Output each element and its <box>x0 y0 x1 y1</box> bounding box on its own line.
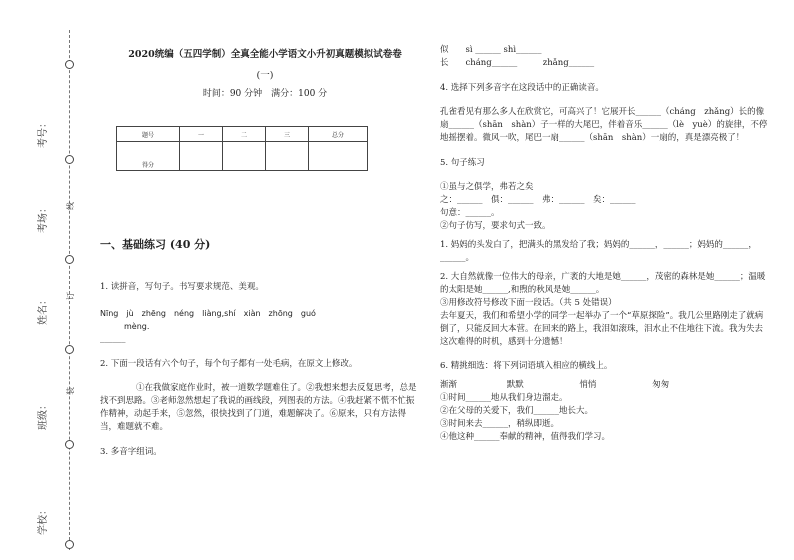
polyphone-chang: 长 cháng______ zhǎng______ <box>440 58 595 68</box>
word-option: 悄悄 <box>579 380 597 390</box>
question-6-line-1[interactable]: ①时间______地从我们身边溜走。 <box>440 393 568 403</box>
score-cell[interactable] <box>266 142 309 171</box>
question-1-pinyin: Nīng jù zhēng néng liàng,shí xiàn zhōng guó <box>100 309 316 318</box>
question-6-line-3[interactable]: ③时间来去______，稍纵即逝。 <box>440 419 560 429</box>
word-option: 匆匆 <box>652 380 670 390</box>
word-option: 渐渐 <box>440 380 458 390</box>
question-5-item-2: ②句子仿写，要求句式一致。 <box>440 221 551 231</box>
binding-hole <box>65 60 74 69</box>
question-6: 6. 精挑细选：将下列词语填入相应的横线上。 <box>440 361 613 371</box>
school-label: 学校： <box>38 505 49 535</box>
right-column-questions <box>440 44 770 444</box>
binding-hole <box>65 155 74 164</box>
exam-number-label: 考号： <box>38 118 49 148</box>
polyphone-si: 似 sì ______ shì______ <box>440 45 542 55</box>
question-4-passage: 孔雀看见有那么多人在欣赏它，可高兴了！它展开长______（cháng zhǎng）长的像扇______（shān shàn）子一样的大尾巴，伴着音乐______（lè yuè）的旋律，不停地摇摆着。微风一吹，尾巴一扇______（shān shàn）一扇的，真是漂亮极了！ <box>440 107 768 143</box>
question-5-item-1: ①虽与之俱学，弗若之矣 <box>440 182 534 192</box>
binding-hole <box>65 540 74 549</box>
binding-dashed-line <box>69 30 70 550</box>
score-table-header: 题号 <box>117 127 180 142</box>
question-2: 2. 下面一段话有六个句子，每个句子都有一处毛病，在原文上修改。 <box>100 359 358 369</box>
score-table-header: 一 <box>180 127 223 142</box>
question-6-line-4[interactable]: ④他这种______奉献的精神，值得我们学习。 <box>440 432 611 442</box>
seal-char-line: 线 <box>66 202 75 210</box>
score-cell[interactable] <box>309 142 368 171</box>
paper-subtitle: (一) <box>256 70 274 81</box>
question-5-item-3-passage: 去年夏天，我们和希望小学的同学一起举办了一个“草原探险”。我几公里路刚走了就病倒了，只能反回大本营。在回来的路上，我泪如滚珠，泪水止不住地往下流。我为失去这次难得的时机，感到十分遗憾！ <box>440 311 764 347</box>
question-5-imitation-2[interactable]: 2. 大自然就像一位伟大的母亲，广袤的大地是她______，茂密的森林是她______；温暖的太阳是她______,和煦的秋风是她______。 <box>440 272 766 295</box>
score-table-header: 总分 <box>309 127 368 142</box>
binding-hole <box>65 440 74 449</box>
question-5-item-3: ③用修改符号修改下面一段话。（共 5 处错误） <box>440 298 617 308</box>
class-label: 班级： <box>38 400 49 430</box>
time-and-score: 时间：90 分钟 满分：100 分 <box>202 89 328 99</box>
exam-room-label: 考场： <box>38 203 49 233</box>
question-6-word-bank <box>440 379 770 392</box>
question-5-imitation-1[interactable]: 1. 妈妈的头发白了，把满头的黑发给了我；妈妈的______，______；妈妈的______，______。 <box>440 240 757 263</box>
score-row-label: 得分 <box>117 142 180 171</box>
seal-char-bind: 订 <box>66 292 75 300</box>
section-1-heading: 一、基础练习 (40 分) <box>100 238 211 251</box>
question-2-passage: ①在我做家庭作业时，被一道数学题难住了。②我想来想去反复思考，总是找不到思路。③老师忽然想起了我说的画线段，列图表的方法。④我赶紧不慌不忙振作精神，动起手来，⑤忽然，很快找到了门道，难题解决了。⑥原来，只有方法得当，难题就不难。 <box>100 383 417 432</box>
binding-hole <box>65 255 74 264</box>
question-5: 5. 句子练习 <box>440 158 485 168</box>
question-1-answer-blank[interactable]: ______ <box>100 334 126 344</box>
question-4: 4. 选择下列多音字在这段话中的正确读音。 <box>440 83 604 93</box>
paper-title: 2020统编（五四学制）全真全能小学语文小升初真题模拟试卷卷 <box>128 49 402 60</box>
question-5-item-1-blanks[interactable]: 之：______ 俱：______ 弗：______ 矣：______ <box>440 195 636 205</box>
score-table <box>116 126 368 171</box>
question-1-pinyin-end: mèng. <box>124 322 150 331</box>
binding-hole <box>65 345 74 354</box>
score-cell[interactable] <box>180 142 223 171</box>
left-column-questions <box>100 281 418 459</box>
score-table-header: 二 <box>223 127 266 142</box>
seal-char-mount: 装 <box>66 387 75 395</box>
word-option: 默默 <box>506 380 524 390</box>
question-3: 3. 多音字组词。 <box>100 447 162 457</box>
name-label: 姓名： <box>38 295 49 325</box>
question-6-line-2[interactable]: ②在父母的关爱下，我们______地长大。 <box>440 406 594 416</box>
question-5-item-1-meaning[interactable]: 句意：______。 <box>440 208 500 218</box>
question-1: 1. 读拼音，写句子。书写要求规范、美观。 <box>100 282 264 292</box>
score-cell[interactable] <box>223 142 266 171</box>
score-table-header: 三 <box>266 127 309 142</box>
